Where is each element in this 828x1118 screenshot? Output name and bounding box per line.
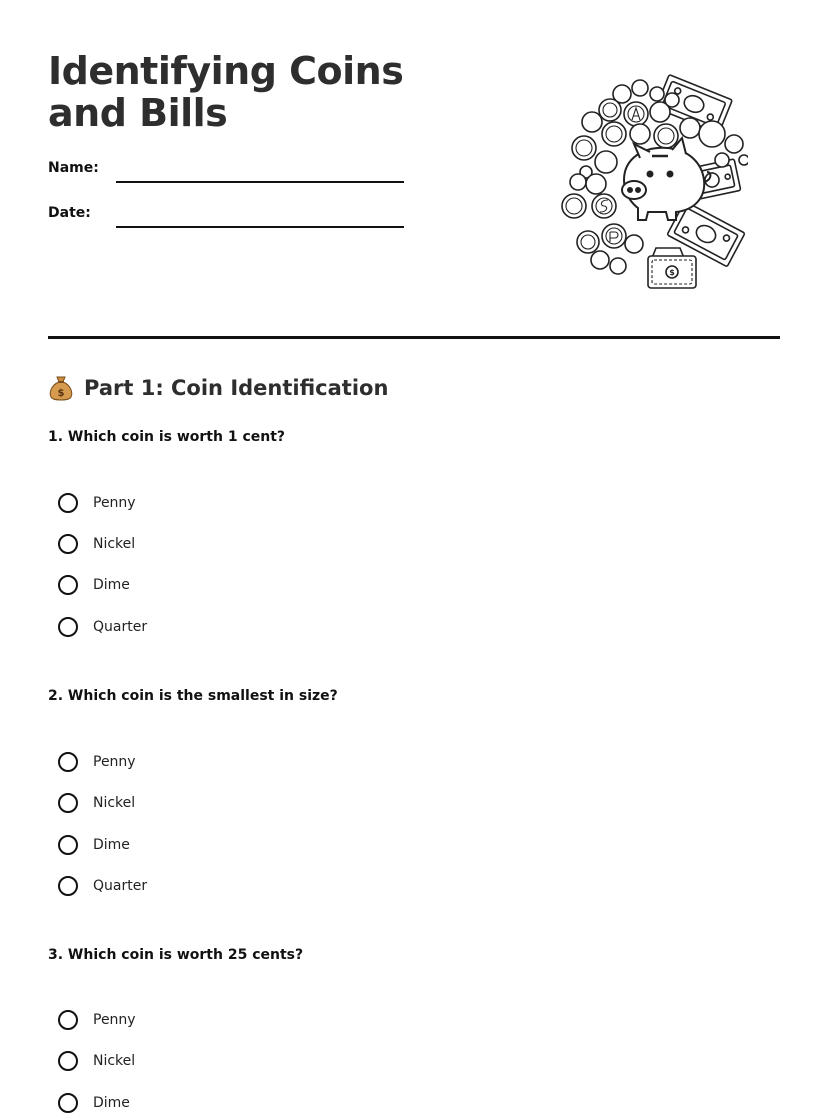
name-field[interactable] <box>48 160 408 184</box>
option-label: Penny <box>93 754 136 770</box>
q1-option-dime[interactable] <box>58 573 130 597</box>
question-2: 2. Which coin is the smallest in size? <box>48 688 338 704</box>
section-divider <box>48 336 780 339</box>
date-label: Date: <box>48 205 91 221</box>
radio-button[interactable] <box>58 1010 78 1030</box>
option-label: Dime <box>93 1095 130 1111</box>
option-label: Nickel <box>93 536 136 552</box>
date-field[interactable] <box>48 205 408 229</box>
radio-button[interactable] <box>58 493 78 513</box>
q2-option-quarter[interactable] <box>58 874 147 898</box>
radio-button[interactable] <box>58 1093 78 1113</box>
q2-option-penny[interactable] <box>58 750 136 774</box>
radio-button[interactable] <box>58 793 78 813</box>
option-label: Penny <box>93 1012 136 1028</box>
radio-button[interactable] <box>58 575 78 595</box>
option-label: Nickel <box>93 1053 136 1069</box>
q3-option-penny[interactable] <box>58 1008 136 1032</box>
radio-button[interactable] <box>58 876 78 896</box>
radio-button[interactable] <box>58 534 78 554</box>
radio-button[interactable] <box>58 835 78 855</box>
option-label: Dime <box>93 577 130 593</box>
option-label: Quarter <box>93 619 148 635</box>
option-label: Penny <box>93 495 136 511</box>
question-1: 1. Which coin is worth 1 cent? <box>48 429 286 445</box>
piggy-bank-money-illustration <box>544 72 748 294</box>
money-bag-icon <box>48 374 74 402</box>
part1-title: Part 1: Coin Identification <box>84 376 389 400</box>
q1-option-nickel[interactable] <box>58 532 135 556</box>
date-line[interactable] <box>116 226 404 228</box>
name-line[interactable] <box>116 181 404 183</box>
q1-option-penny[interactable] <box>58 491 136 515</box>
name-label: Name: <box>48 160 99 176</box>
q2-option-dime[interactable] <box>58 833 130 857</box>
option-label: Dime <box>93 837 130 853</box>
q1-option-quarter[interactable] <box>58 615 147 639</box>
radio-button[interactable] <box>58 617 78 637</box>
q3-option-dime[interactable] <box>58 1091 130 1115</box>
radio-button[interactable] <box>58 752 78 772</box>
part1-heading <box>48 374 388 402</box>
dollar-symbol: $ <box>669 268 675 277</box>
radio-button[interactable] <box>58 1051 78 1071</box>
page-title: Identifying Coins and Bills <box>48 49 404 135</box>
option-label: Nickel <box>93 795 136 811</box>
option-label: Quarter <box>93 878 148 894</box>
q3-option-nickel[interactable] <box>58 1049 135 1073</box>
q2-option-nickel[interactable] <box>58 791 135 815</box>
question-3: 3. Which coin is worth 25 cents? <box>48 947 304 963</box>
svg-text:$: $ <box>57 388 65 399</box>
